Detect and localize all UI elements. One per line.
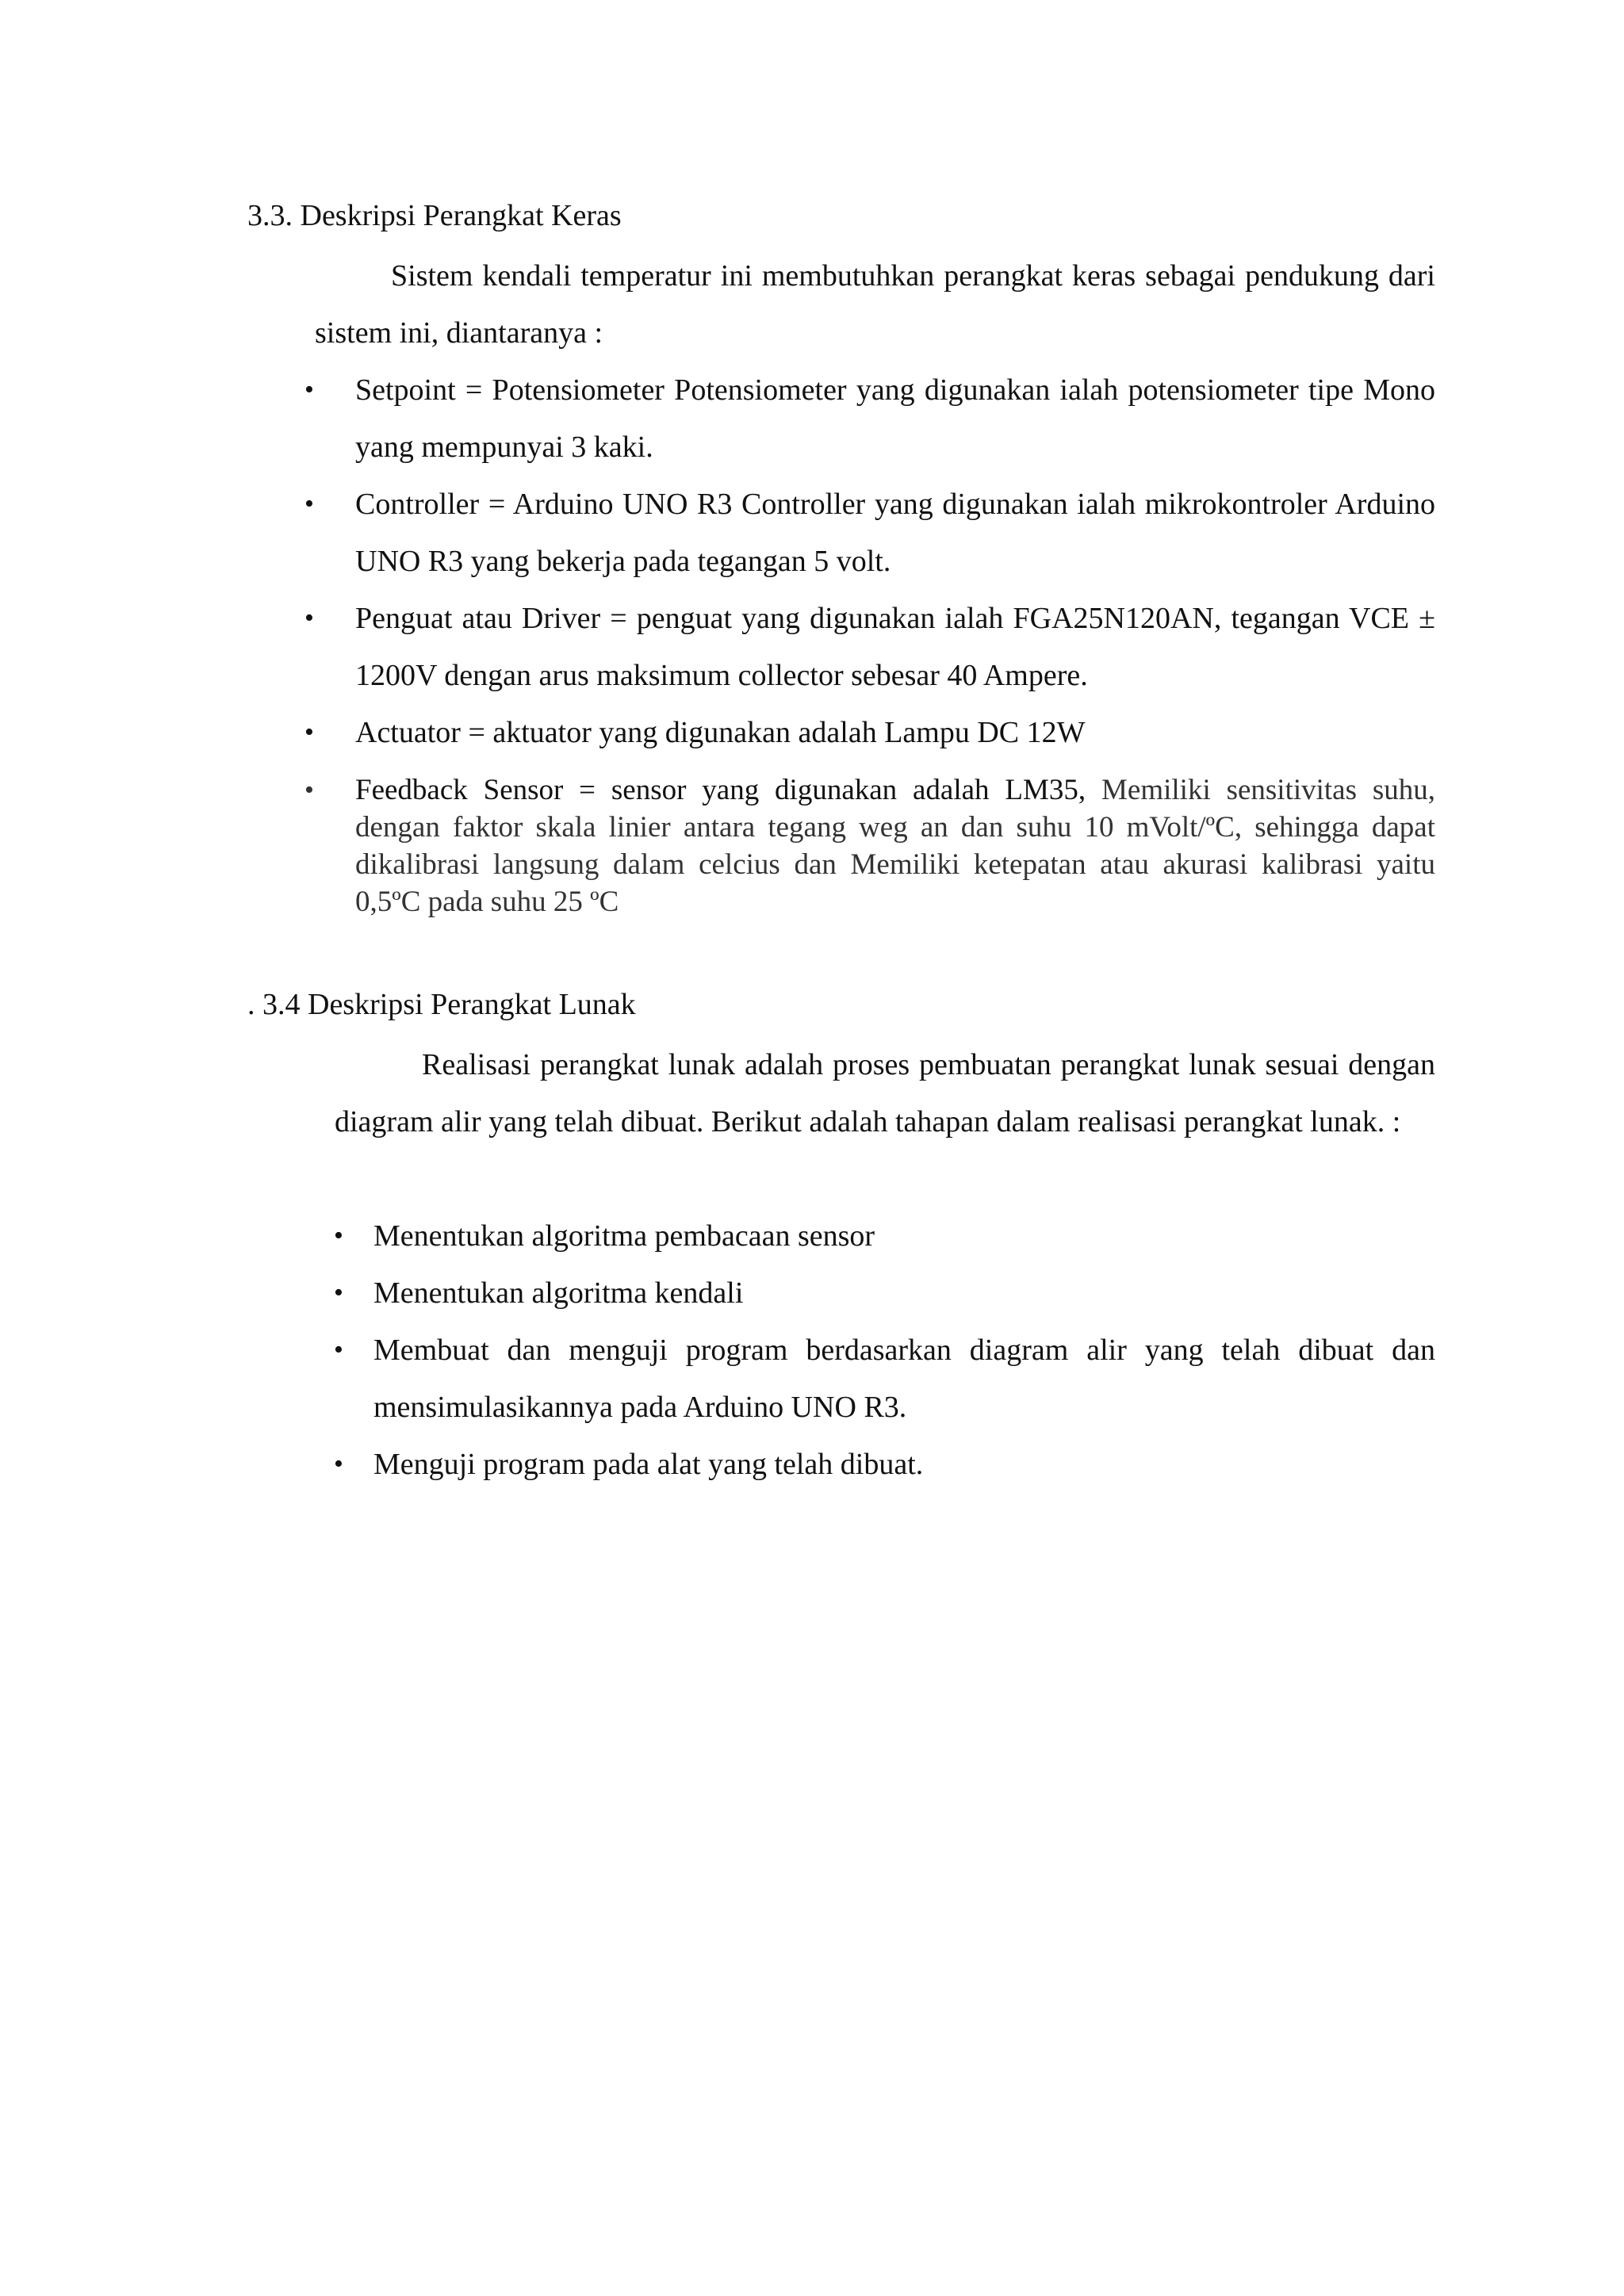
list-item-text: Menguji program pada alat yang telah dibuat.	[373, 1448, 924, 1481]
bullet-icon: •	[304, 603, 314, 633]
hardware-intro-paragraph: Sistem kendali temperatur ini membutuhkan perangkat keras sebagai pendukung dari sistem ini, diantaranya :	[315, 259, 1435, 350]
list-item	[334, 1436, 1435, 1493]
bullet-icon: •	[304, 375, 314, 404]
bullet-icon: •	[334, 1221, 343, 1250]
bullet-icon: •	[304, 489, 314, 519]
hardware-list	[304, 362, 1435, 920]
list-item-text: Membuat dan menguji program berdasarkan diagram alir yang telah dibuat dan mensimulasikannya pada Arduino UNO R3.	[373, 1334, 1435, 1424]
bullet-icon: •	[304, 775, 314, 805]
list-item-text: Controller = Arduino UNO R3 Controller yang digunakan ialah mikrokontroler Arduino UNO R3 yang bekerja pada tegangan 5 volt.	[355, 488, 1435, 578]
list-item-text: Memiliki sensitivitas suhu, dengan faktor skala linier antara tegang weg an dan suhu 10 mVolt/ºC, sehingga dapat dikalibrasi langsung dalam celcius dan Memiliki ketepatan atau akurasi kalibrasi yaitu 0,5ºC pada suhu 25 ºC	[355, 774, 1435, 918]
list-item-lead: Feedback Sensor = sensor yang digunakan adalah LM35,	[355, 774, 1086, 806]
list-item-text: Actuator = aktuator yang digunakan adalah Lampu DC 12W	[355, 716, 1086, 749]
list-item	[304, 704, 1435, 761]
list-item-text: Penguat atau Driver = penguat yang digunakan ialah FGA25N120AN, tegangan VCE ± 1200V dengan arus maksimum collector sebesar 40 Ampere.	[355, 602, 1435, 692]
list-item-text: Setpoint = Potensiometer Potensiometer yang digunakan ialah potensiometer tipe Mono yang mempunyai 3 kaki.	[355, 373, 1435, 464]
list-item-text: Menentukan algoritma pembacaan sensor	[373, 1219, 875, 1253]
list-item	[304, 476, 1435, 590]
software-intro-paragraph: Realisasi perangkat lunak adalah proses pembuatan perangkat lunak sesuai dengan diagram alir yang telah dibuat. Berikut adalah tahapan dalam realisasi perangkat lunak. :	[335, 1048, 1435, 1138]
list-item	[304, 761, 1435, 920]
list-item	[304, 590, 1435, 704]
list-item	[334, 1207, 1435, 1265]
bullet-icon: •	[304, 718, 314, 747]
bullet-icon: •	[334, 1278, 343, 1307]
software-list	[334, 1207, 1435, 1493]
bullet-icon: •	[334, 1335, 343, 1364]
list-item-text: Menentukan algoritma kendali	[373, 1276, 744, 1310]
list-item	[334, 1322, 1435, 1436]
section-heading-hardware: 3.3. Deskripsi Perangkat Keras	[247, 199, 622, 232]
list-item	[304, 362, 1435, 476]
bullet-icon: •	[334, 1449, 343, 1479]
list-item	[334, 1265, 1435, 1322]
section-heading-software: . 3.4 Deskripsi Perangkat Lunak	[247, 988, 636, 1021]
